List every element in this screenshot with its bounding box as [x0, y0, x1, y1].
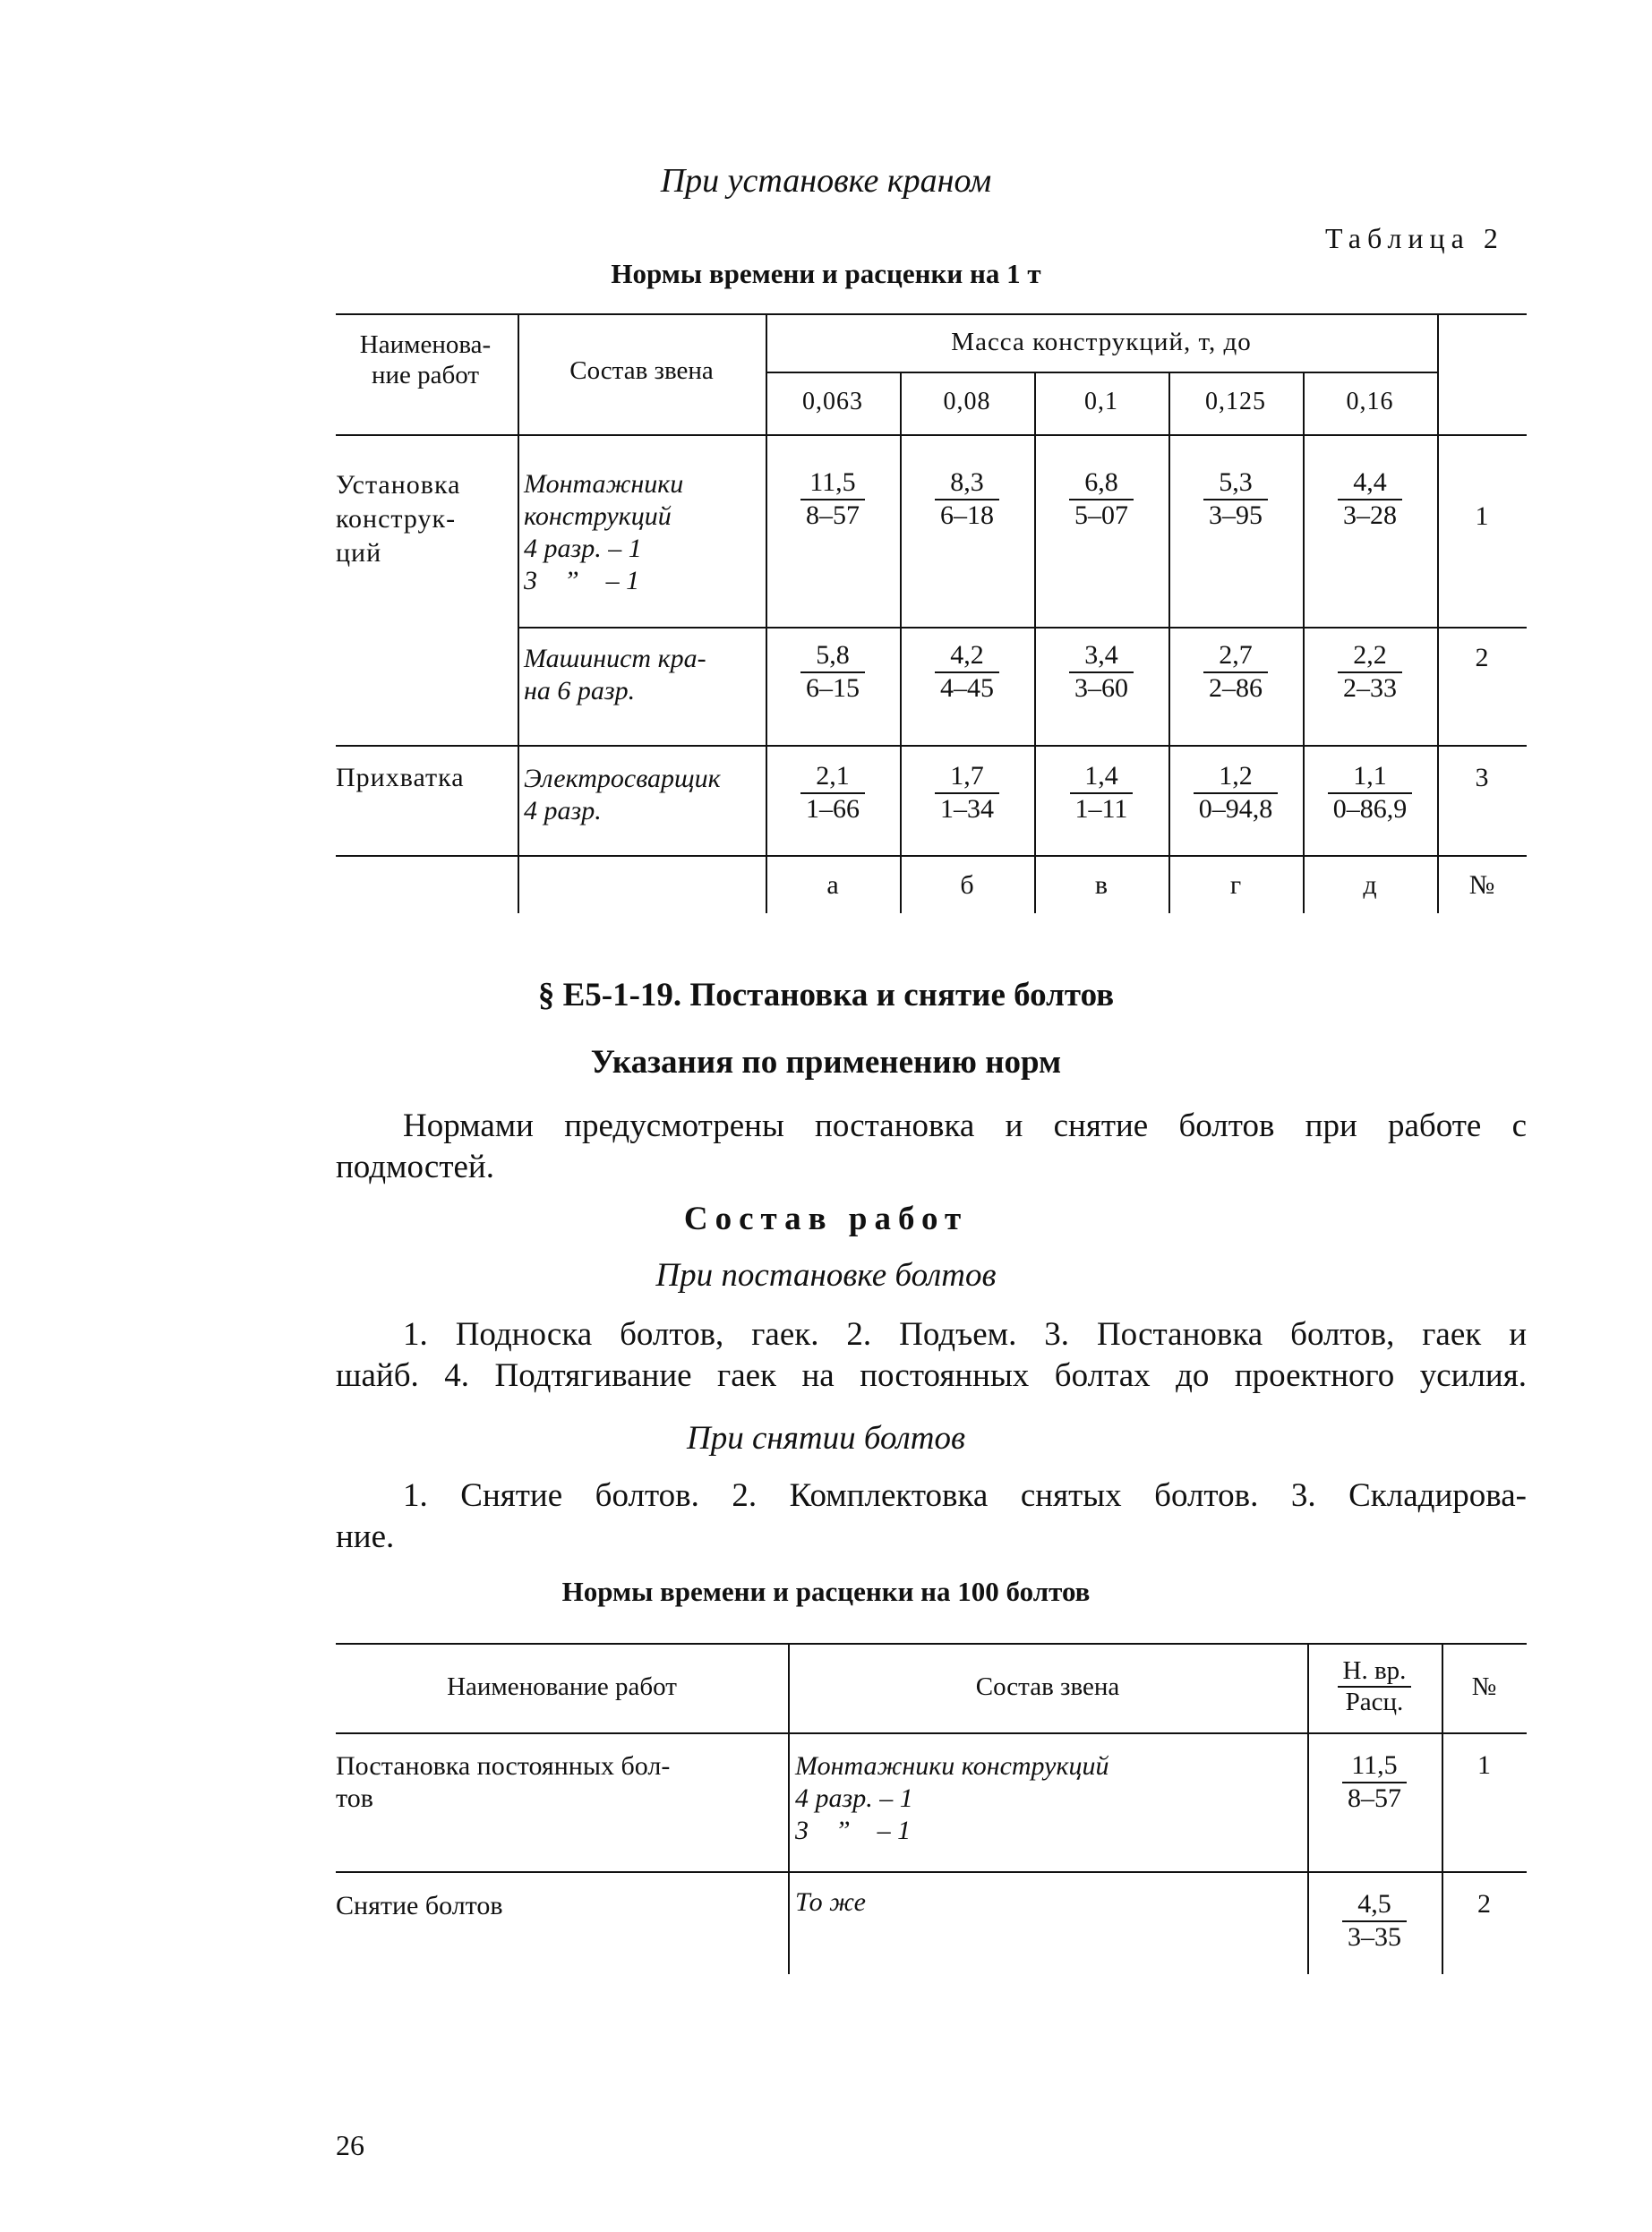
page-number: 26	[336, 2129, 364, 2161]
composition-sub-1: При постановке болтов	[655, 1257, 997, 1294]
table-label: Таблица 2	[1325, 222, 1504, 254]
mass-col-3: 0,1	[1084, 388, 1118, 415]
paragraph-1: Нормами предусмотрены постановка и снятие болтов при работе с подмостей.	[336, 1107, 1527, 1185]
table-row-3-val-a: $\frac{2,1}{1-66}$	[766, 761, 900, 825]
t2-col-header-work: Наименование работ	[447, 1672, 677, 1701]
mass-col-2: 0,08	[943, 388, 991, 415]
table-row-3-val-c: $\frac{1,4}{1-11}$	[1034, 761, 1168, 825]
footer-letter-a: а	[826, 870, 839, 900]
t2-row-1-work: Постановка постоянных бол- тов	[336, 1751, 671, 1813]
col-header-work: Наименова- ние работ	[359, 330, 492, 389]
t2-col-header-no: №	[1471, 1672, 1497, 1701]
mass-col-1: 0,063	[802, 388, 863, 415]
t2-row-2-no: 2	[1477, 1889, 1491, 1919]
table-row-1-val-c: $\frac{6,8}{5-07}$	[1034, 467, 1168, 531]
table-row-2-val-e: $\frac{2,2}{2-33}$	[1303, 640, 1437, 704]
t2-row-1-crew: Монтажники конструкций 4 разр. – 1 3 ” – 1	[795, 1751, 1109, 1845]
section-heading: § Е5-1-19. Постановка и снятие болтов	[537, 977, 1115, 1013]
paragraph-2: 1. Подноска болтов, гаек. 2. Подъем. 3. Постановка болтов, гаек и шайб. 4. Подтягивание гаек на постоянных болтах до проектного усилия.	[336, 1316, 1527, 1394]
t2-row-2-norm: $\frac{4,5}{3-35}$	[1307, 1889, 1442, 1953]
footer-letter-d: г	[1229, 870, 1242, 900]
table2-title: Нормы времени и расценки на 100 болтов	[561, 1576, 1091, 1607]
table-row-1-crew: Монтажники конструкций 4 разр. – 1 3 ” – 1	[524, 469, 684, 595]
table-row-2-val-a: $\frac{5,8}{6-15}$	[766, 640, 900, 704]
table-row-1-val-e: $\frac{4,4}{3-28}$	[1303, 467, 1437, 531]
col-header-crew: Состав звена	[569, 356, 714, 385]
table-row-1-val-b: $\frac{8,3}{6-18}$	[900, 467, 1034, 531]
table-row-3-work: Прихватка	[336, 763, 465, 792]
footer-letter-c: в	[1094, 870, 1108, 900]
table-row-3-crew: Электросварщик 4 разр.	[524, 764, 721, 825]
section-caption: При установке краном	[660, 162, 992, 200]
table-row-1-work: Установка конструк- ций	[336, 470, 461, 568]
table-row-1-val-a: $\frac{11,5}{8-57}$	[766, 467, 900, 531]
composition-heading: Состав работ	[683, 1201, 969, 1237]
table-row-2-no: 2	[1475, 643, 1489, 672]
t2-col-header-norm: $\frac{Н. вр.}{\text{Расц.}}$	[1307, 1656, 1442, 1718]
table-row-1-no: 1	[1475, 501, 1489, 531]
table-row-3-val-e: $\frac{1,1}{0-86,9}$	[1303, 761, 1437, 825]
footer-letter-e: д	[1363, 870, 1377, 900]
footer-letter-b: б	[960, 870, 974, 900]
t2-col-header-crew: Состав звена	[975, 1672, 1120, 1701]
table-row-3-no: 3	[1475, 763, 1489, 792]
table-title: Нормы времени и расценки на 1 т	[611, 258, 1041, 289]
table-row-2-val-b: $\frac{4,2}{4-45}$	[900, 640, 1034, 704]
t2-row-2-crew: То же	[795, 1887, 866, 1917]
table-row-3-val-d: $\frac{1,2}{0-94,8}$	[1168, 761, 1303, 825]
mass-col-5: 0,16	[1346, 388, 1394, 415]
t2-row-1-no: 1	[1477, 1750, 1491, 1780]
table-row-2-val-c: $\frac{3,4}{3-60}$	[1034, 640, 1168, 704]
paragraph-3: 1. Снятие болтов. 2. Комплектовка снятых болтов. 3. Складирова- ние.	[336, 1477, 1527, 1555]
table-row-2-crew: Машинист кра- на 6 разр.	[524, 644, 706, 706]
footer-no: №	[1468, 870, 1495, 900]
table-row-1-val-d: $\frac{5,3}{3-95}$	[1168, 467, 1303, 531]
t2-row-1-norm: $\frac{11,5}{8-57}$	[1307, 1750, 1442, 1814]
mass-col-4: 0,125	[1205, 388, 1266, 415]
table-row-2-val-d: $\frac{2,7}{2-86}$	[1168, 640, 1303, 704]
t2-row-2-work: Снятие болтов	[336, 1891, 503, 1920]
composition-sub-2: При снятии болтов	[686, 1420, 966, 1457]
col-header-mass: Масса конструкций, т, до	[951, 328, 1252, 356]
table-row-3-val-b: $\frac{1,7}{1-34}$	[900, 761, 1034, 825]
section-subheading: Указания по применению норм	[590, 1044, 1062, 1081]
